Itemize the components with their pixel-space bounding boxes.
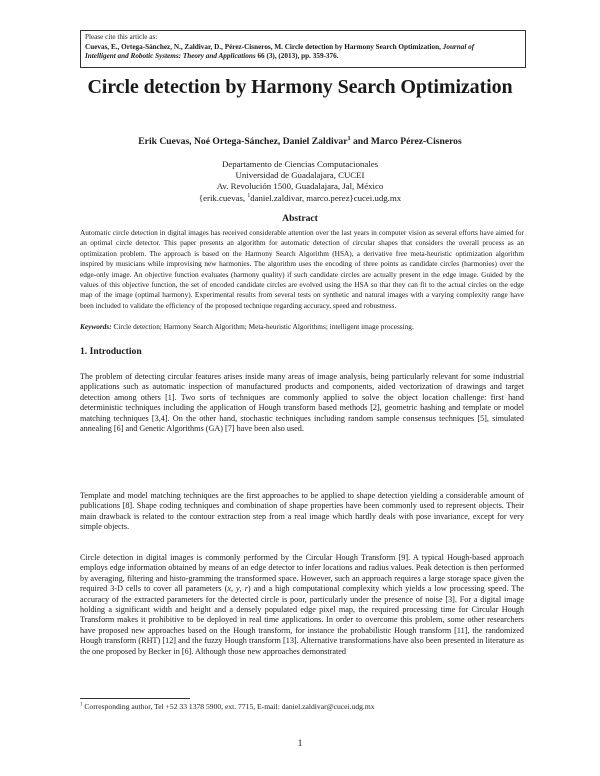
affiliation-address: Av. Revolución 1500, Guadalajara, Jal, México <box>216 181 384 192</box>
footnote-divider <box>80 698 190 699</box>
author-names-after: and Marco Pérez-Cisneros <box>350 136 462 147</box>
p3-sep-2: , <box>239 584 245 594</box>
keywords-line <box>80 322 524 332</box>
emails-before: {erik.cuevas, <box>198 192 248 203</box>
page-number: 1 <box>297 738 303 749</box>
footnote-text: Corresponding author, Tel +52 33 1378 5900, ext. 7715, E-mail: daniel.zaldivar@cucei.udg.mx <box>82 702 375 711</box>
keywords-label: Keywords: <box>80 322 112 331</box>
abstract-heading: Abstract <box>282 213 318 224</box>
p3-var-x: x <box>227 584 231 594</box>
footnote <box>80 702 524 712</box>
intro-paragraph-1: The problem of detecting circular features arises inside many areas of image analysis, being particularly relevant for some industrial applications such as automatic inspection of manufactured products and components, aided vectorization of drawings and target detection among others [1]. Two sorts of techniques are commonly applied to solve the object location challenge: first hand deterministic techniques including the application of Hough transform based methods [2], geometric hashing and template or model matching techniques [3,4]. On the other hand, stochastic techniques including random sample consensus techniques [5], simulated annealing [6] and Genetic Algorithms (GA) [7] have been also used. <box>80 372 524 434</box>
p3-part-a: Circle detection in digital images is commonly performed by the Circular Hough Transform [9]. A typical Hough-based approach employs edge information obtained by means of an edge detector to infer locations and radius values. Peak detection is then performed by averaging, filtering and histo-gramming the transformed space. However, such an approach requires a large storage space given the required 3-D cells to cover all parameters ( <box>80 553 524 594</box>
author-list <box>60 136 540 147</box>
author-footnote-mark: 1 <box>347 134 351 142</box>
citation-box <box>80 30 526 68</box>
author-names-before: Erik Cuevas, Noé Ortega-Sánchez, Daniel Zaldivar <box>138 136 348 147</box>
intro-paragraph-2: Template and model matching techniques are the first approaches to be applied to shape detection yielding a considerable amount of publications [8]. Shape coding techniques and combination of shape properties have been commonly used to represent objects. Their main drawback is related to the contour extraction step from a real image which hardly deals with pose invariance, except for very simple objects. <box>80 491 524 532</box>
affiliation-department: Departamento de Ciencias Computacionales <box>221 159 379 169</box>
abstract-text: Automatic circle detection in digital images has received considerable attention over the last years in computer vision as several efforts have aimed for an optimal circle detector. This paper presents an algorithm for automatic detection of circular shapes that considers the overall process as an optimization problem. The approach is based on the Harmony Search Algorithm (HSA), a derivative free meta-heuristic optimization algorithm inspired by musicians while improvising new harmonies. The algorithm uses the encoding of three points as candidate circles (harmonies) over the edge-only image. An objective function evaluates (harmony quality) if such candidate circles are actually present in the edge image. Guided by the values of this objective function, the set of encoded candidate circles are evolved using the HSA so that they can fit to the actual circles on the edge map of the image (optimal harmony). Experimental results from several tests on synthetic and natural images with a varying complexity range have been included to validate the efficiency of the proposed technique regarding accuracy, speed and robustness. <box>80 228 524 310</box>
p3-part-b: ) and a high computational complexity which yields a low processing speed. The accuracy of the extracted parameters for the detected circle is poor, particularly under the presence of noise [3]. For a digital image holding a significant width and height and a densely populated edge pixel map, the required processing time for Circular Hough Transform makes it prohibitive to be deployed in real time applications. In order to overcome this problem, some other researchers have proposed new approaches based on the Hough transform, for instance the probabilistic Hough transform [11], the randomized Hough transform (RHT) [12] and the fuzzy Hough transform [13]. Alternative transformations have also been presented in literature as the one proposed by Becker in [6]. Although those new approaches demonstrated <box>80 584 525 656</box>
paper-title: Circle detection by Harmony Search Optimization <box>87 76 513 98</box>
citation-journal-name: Intelligent and Robotic Systems: Theory and Applications <box>85 52 256 61</box>
keywords-text: Circle detection; Harmony Search Algorithm; Meta-heuristic Algorithms; intelligent image processing. <box>111 322 414 331</box>
footnote-mark: 1 <box>80 702 83 708</box>
citation-volume-pages: 66 (3), (2013), pp. 359-376. <box>255 52 339 61</box>
emails-after: daniel.zaldivar, marco.perez}cucei.udg.mx <box>250 192 402 203</box>
affiliation-emails <box>120 193 480 204</box>
section-heading-introduction: 1. Introduction <box>80 346 142 357</box>
p3-var-r: r <box>244 584 248 594</box>
citation-reference <box>85 43 521 62</box>
citation-authors-title: Cuevas, E., Ortega-Sánchez, N., Zaldivar, D., Pérez-Cisneros, M. Circle detection by Harmony Search Optimization, <box>85 42 441 51</box>
affiliation-university: Universidad de Guadalajara, CUCEI <box>235 170 365 181</box>
citation-journal-lead: Journal of <box>442 42 475 51</box>
citation-intro: Please cite this article as: <box>85 33 158 41</box>
intro-paragraph-3 <box>80 553 524 657</box>
p3-sep-1: , <box>230 584 237 594</box>
emails-footnote-mark: 1 <box>247 192 251 199</box>
affiliation-block <box>120 159 480 204</box>
p3-var-y: y <box>236 584 240 594</box>
